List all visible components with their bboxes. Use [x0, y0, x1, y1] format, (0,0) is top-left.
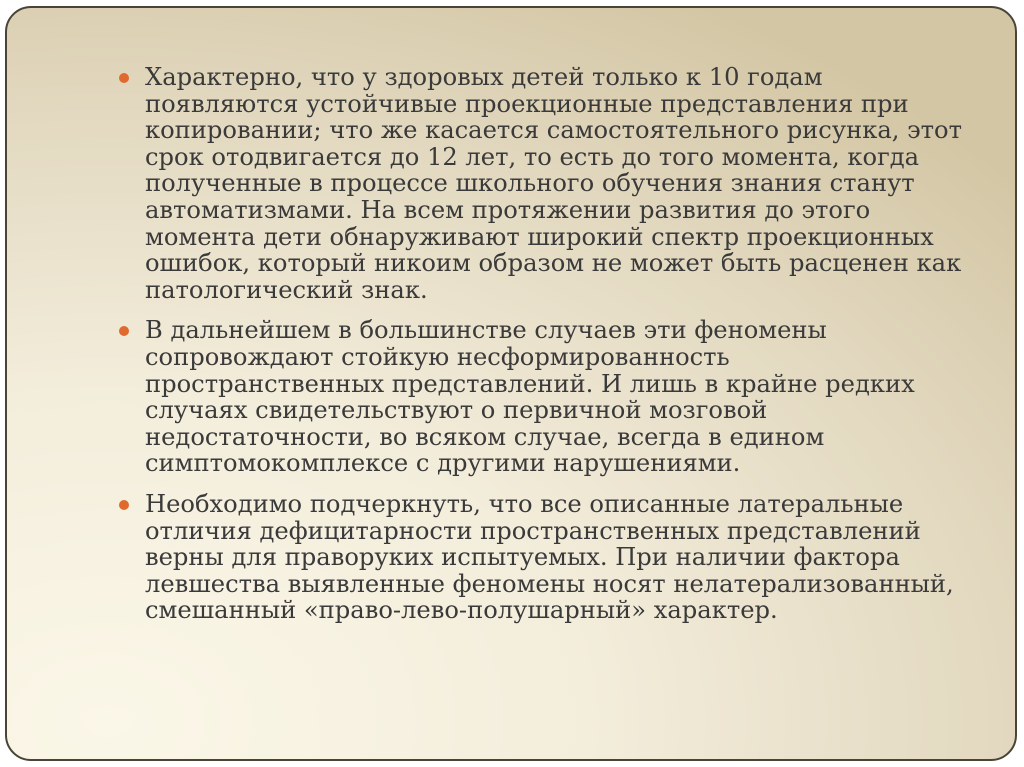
orange-dot-icon: [119, 326, 129, 336]
bullet-item-3: [115, 491, 975, 624]
bullet-item-2: [115, 317, 975, 477]
bullet-text-2: В дальнейшем в большинстве случаев эти феномены сопровождают стойкую несформированность пространственных представлений. И лишь в крайне редких случаях свидетельствуют о первичной мозговой недостаточности, во всяком случае, всегда в едином симптомокомплексе с другими нарушениями.: [145, 316, 915, 478]
orange-dot-icon: [119, 500, 129, 510]
bullet-list: [115, 64, 975, 638]
bullet-text-1: Характерно, что у здоровых детей только к 10 годам появляются устойчивые проекционные представления при копировании; что же касается самостоятельного рисунка, этот срок отодвигается до 12 лет, то есть до того момента, когда полученные в процессе школьного обучения знания станут автоматизмами. На всем протяжении развития до этого момента дети обнаруживают широкий спектр проекционных ошибок, который никоим образом не может быть расценен как патологический знак.: [145, 63, 962, 304]
orange-dot-icon: [119, 73, 129, 83]
bullet-item-1: [115, 64, 975, 303]
bullet-text-3: Необходимо подчеркнуть, что все описанные латеральные отличия дефицитарности пространственных представлений верны для праворуких испытуемых. При наличии фактора левшества выявленные феномены носят нелатерализованный, смешанный «право-лево-полушарный» характер.: [145, 489, 954, 625]
slide-frame: [5, 6, 1017, 761]
